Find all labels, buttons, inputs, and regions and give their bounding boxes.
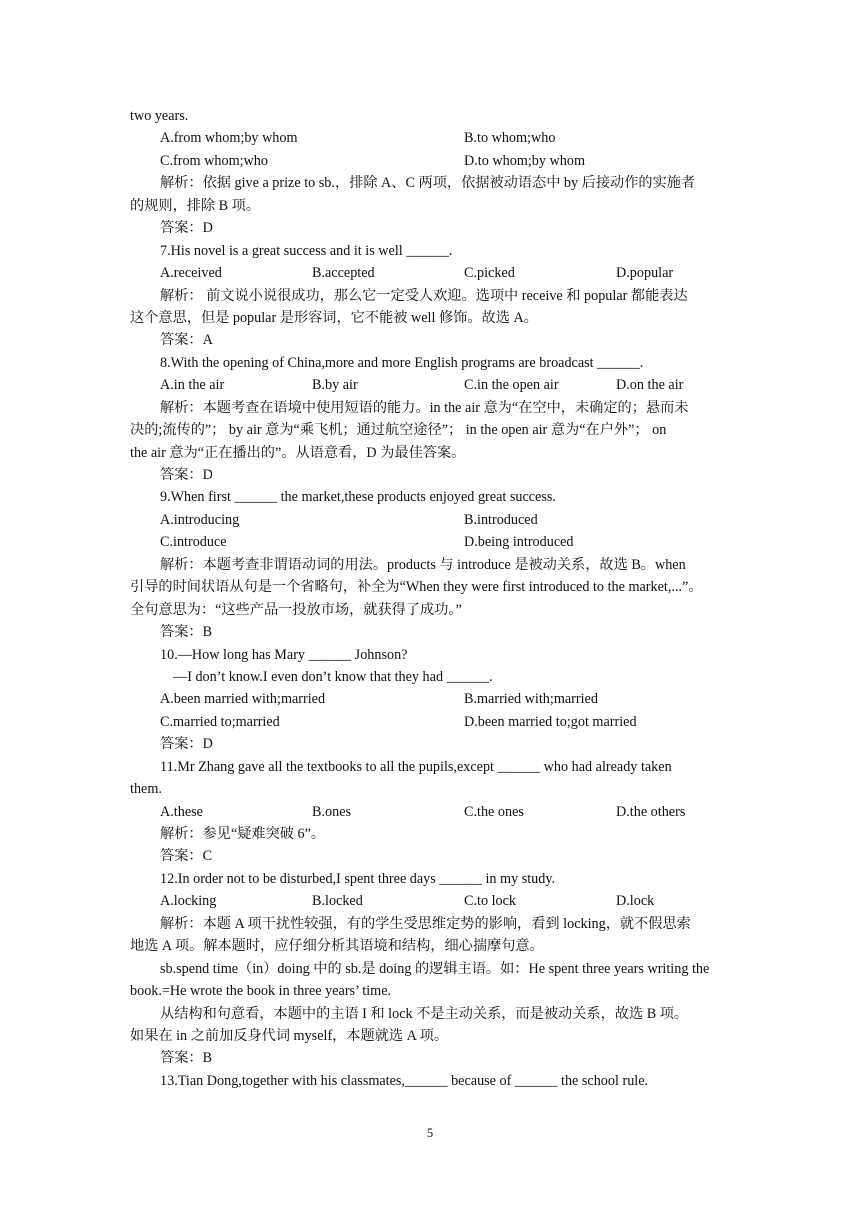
option-d: D.lock — [616, 893, 655, 910]
answer-line: 答案：D — [160, 220, 213, 237]
page-content — [130, 105, 731, 1092]
option-d: D.on the air — [616, 377, 684, 394]
explanation-line: 全句意思为：“这些产品一投放市场，就获得了成功。” — [130, 601, 462, 618]
option-c: C.from whom;who — [160, 152, 268, 169]
answer-line: 答案：B — [160, 1050, 213, 1067]
option-d: D.popular — [616, 265, 674, 282]
explanation-line: 从结构和句意看，本题中的主语 I 和 lock 不是主动关系，而是被动关系，故选 B 项。 — [160, 1005, 689, 1022]
option-row — [130, 374, 731, 396]
explanation-line: 的规则，排除 B 项。 — [130, 197, 261, 214]
option-d: D.been married to;got married — [464, 713, 637, 730]
text-line: two years. — [130, 108, 189, 124]
question-line: 7.His novel is a great success and it is well ______. — [160, 242, 453, 259]
explanation-line: 解析：本题 A 项干扰性较强，有的学生受思维定势的影响，看到 locking，就不假思索 — [160, 915, 691, 932]
option-c: C.married to;married — [160, 713, 280, 730]
question-line: 9.When first ______ the market,these products enjoyed great success. — [160, 489, 556, 506]
option-d: D.being introduced — [464, 534, 574, 551]
option-a: A.received — [160, 265, 222, 282]
explanation-line: sb.spend time（in）doing 中的 sb.是 doing 的逻辑主语。如：He spent three years writing the — [160, 960, 710, 977]
explanation-line: 引导的时间状语从句是一个省略句，补全为“When they were first introduced to the market,...”。 — [130, 579, 703, 596]
question-line: 8.With the opening of China,more and more English programs are broadcast ______. — [160, 354, 644, 371]
option-a: A.been married with;married — [160, 691, 326, 708]
question-line: —I don’t know.I even don’t know that they had ______. — [173, 668, 493, 685]
option-row — [130, 262, 731, 284]
option-row — [130, 127, 731, 149]
option-b: B.introduced — [464, 511, 538, 528]
option-c: C.in the open air — [464, 377, 559, 394]
explanation-line: 地选 A 项。解本题时，应仔细分析其语境和结构，细心揣摩句意。 — [130, 938, 544, 955]
explanation-line: 决的;流传的”； by air 意为“乘飞机；通过航空途径”； in the open air 意为“在户外”； on — [130, 422, 667, 439]
option-b: B.accepted — [312, 265, 375, 282]
option-row — [130, 890, 731, 912]
explanation-line: 解析：依据 give a prize to sb.，排除 A、C 两项，依据被动语态中 by 后接动作的实施者 — [160, 175, 696, 192]
answer-line: 答案：D — [160, 467, 213, 483]
explanation-line: 解析：参见“疑难突破 6”。 — [160, 826, 326, 842]
option-c: C.to lock — [464, 893, 517, 910]
option-b: B.by air — [312, 377, 358, 394]
question-line: 13.Tian Dong,together with his classmates,______ because of ______ the school rule. — [160, 1072, 649, 1089]
question-line: them. — [130, 781, 162, 798]
option-a: A.in the air — [160, 377, 225, 394]
option-row — [130, 150, 731, 172]
question-line: 10.—How long has Mary ______ Johnson? — [160, 646, 408, 663]
option-row — [130, 509, 731, 531]
answer-line: 答案：B — [160, 624, 213, 641]
option-d: D.the others — [616, 803, 686, 820]
option-row — [130, 711, 731, 733]
option-b: B.married with;married — [464, 691, 598, 708]
option-b: B.to whom;who — [464, 130, 556, 147]
answer-line: 答案：D — [160, 736, 213, 753]
page-number: 5 — [426, 1126, 434, 1140]
option-a: A.from whom;by whom — [160, 130, 298, 147]
option-a: A.introducing — [160, 511, 240, 528]
explanation-line: book.=He wrote the book in three years’ time. — [130, 983, 392, 1000]
option-a: A.locking — [160, 893, 217, 910]
explanation-line: 这个意思，但是 popular 是形容词，它不能被 well 修饰。故选 A。 — [130, 309, 538, 326]
explanation-line: the air 意为“正在播出的”。从语意看，D 为最佳答案。 — [130, 444, 466, 461]
option-b: B.locked — [312, 893, 363, 910]
option-d: D.to whom;by whom — [464, 152, 585, 169]
option-c: C.picked — [464, 265, 515, 282]
option-b: B.ones — [312, 803, 352, 820]
explanation-line: 解析： 前文说小说很成功，那么它一定受人欢迎。选项中 receive 和 popular 都能表达 — [160, 287, 688, 304]
answer-line: 答案：A — [160, 332, 213, 349]
question-line: 11.Mr Zhang gave all the textbooks to all the pupils,except ______ who had already taken — [160, 758, 672, 775]
option-row — [130, 531, 731, 553]
explanation-line: 如果在 in 之前加反身代词 myself，本题就选 A 项。 — [130, 1027, 449, 1044]
question-line: 12.In order not to be disturbed,I spent three days ______ in my study. — [160, 870, 556, 887]
option-row — [130, 688, 731, 710]
option-c: C.introduce — [160, 534, 227, 551]
answer-line: 答案：C — [160, 848, 213, 865]
explanation-line: 解析：本题考查非谓语动词的用法。products 与 introduce 是被动关系，故选 B。when — [160, 556, 686, 573]
option-row — [130, 801, 731, 823]
option-a: A.these — [160, 803, 203, 820]
option-c: C.the ones — [464, 803, 524, 820]
explanation-line: 解析：本题考查在语境中使用短语的能力。in the air 意为“在空中，未确定的；悬而未 — [160, 399, 689, 416]
